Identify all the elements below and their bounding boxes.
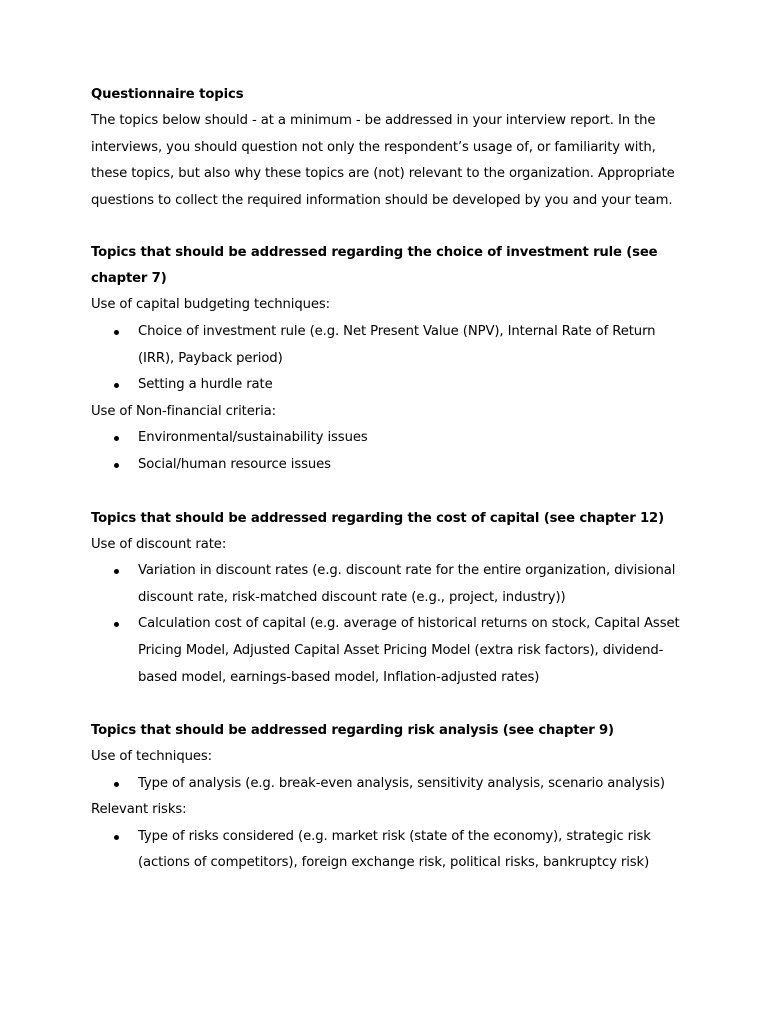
document-title: Questionnaire topics — [91, 87, 244, 102]
bullet-icon — [114, 463, 119, 468]
list-item — [91, 558, 691, 611]
list-item — [91, 611, 691, 691]
bullet-list — [91, 771, 691, 798]
document-page — [91, 84, 691, 877]
section-risk-analysis — [91, 718, 691, 877]
section-cost-of-capital — [91, 506, 691, 692]
section-heading: Topics that should be addressed regarding risk analysis (see chapter 9) — [91, 723, 614, 739]
bullet-icon — [114, 782, 119, 787]
bullet-icon — [114, 383, 119, 388]
group-label: Use of Non-financial criteria: — [91, 403, 276, 419]
section-heading: Topics that should be addressed regarding the choice of investment rule (see chapter 7) — [91, 245, 658, 287]
bullet-icon — [114, 622, 119, 627]
group-label: Use of discount rate: — [91, 536, 227, 552]
list-item — [91, 771, 691, 798]
bullet-list — [91, 824, 691, 877]
group-label: Relevant risks: — [91, 802, 187, 818]
list-item — [91, 824, 691, 877]
bullet-list — [91, 425, 691, 478]
bullet-icon — [114, 436, 119, 441]
list-item-text: Setting a hurdle rate — [138, 377, 273, 393]
list-item — [91, 425, 691, 452]
intro-paragraph: The topics below should - at a minimum - be addressed in your interview report. In the interviews, you should question not only the respondent’s usage of, or familiarity with, these topics, but also why these topics are (not) relevant to the organization. Appropriate questions to collect the required information should be developed by you and your team. — [91, 113, 675, 208]
bullet-list — [91, 319, 691, 399]
group-label: Use of capital budgeting techniques: — [91, 297, 331, 313]
group-label: Use of techniques: — [91, 749, 213, 765]
bullet-icon — [114, 330, 119, 335]
list-item — [91, 372, 691, 399]
list-item-text: Type of risks considered (e.g. market risk (state of the economy), strategic risk (actions of competitors), foreign exchange risk, political risks, bankruptcy risk) — [138, 828, 651, 871]
list-item-text: Variation in discount rates (e.g. discount rate for the entire organization, divisional discount rate, risk-matched discount rate (e.g., project, industry)) — [138, 563, 676, 605]
bullet-list — [91, 558, 691, 691]
bullet-icon — [114, 569, 119, 574]
section-heading: Topics that should be addressed regarding the cost of capital (see chapter 12) — [91, 510, 664, 526]
list-item-text: Calculation cost of capital (e.g. average of historical returns on stock, Capital Asset Pricing Model, Adjusted Capital Asset Pricing Model (extra risk factors), dividend-based model, earnings-based model, Inflation-adjusted rates) — [138, 616, 680, 685]
list-item-text: Social/human resource issues — [138, 456, 331, 472]
list-item — [91, 452, 691, 479]
bullet-icon — [114, 835, 119, 840]
list-item-text: Type of analysis (e.g. break-even analysis, sensitivity analysis, scenario analysis) — [138, 775, 665, 791]
list-item-text: Choice of investment rule (e.g. Net Present Value (NPV), Internal Rate of Return (IRR), Payback period) — [138, 323, 656, 366]
list-item-text: Environmental/sustainability issues — [138, 430, 368, 446]
list-item — [91, 319, 691, 372]
section-investment-rule — [91, 240, 691, 478]
